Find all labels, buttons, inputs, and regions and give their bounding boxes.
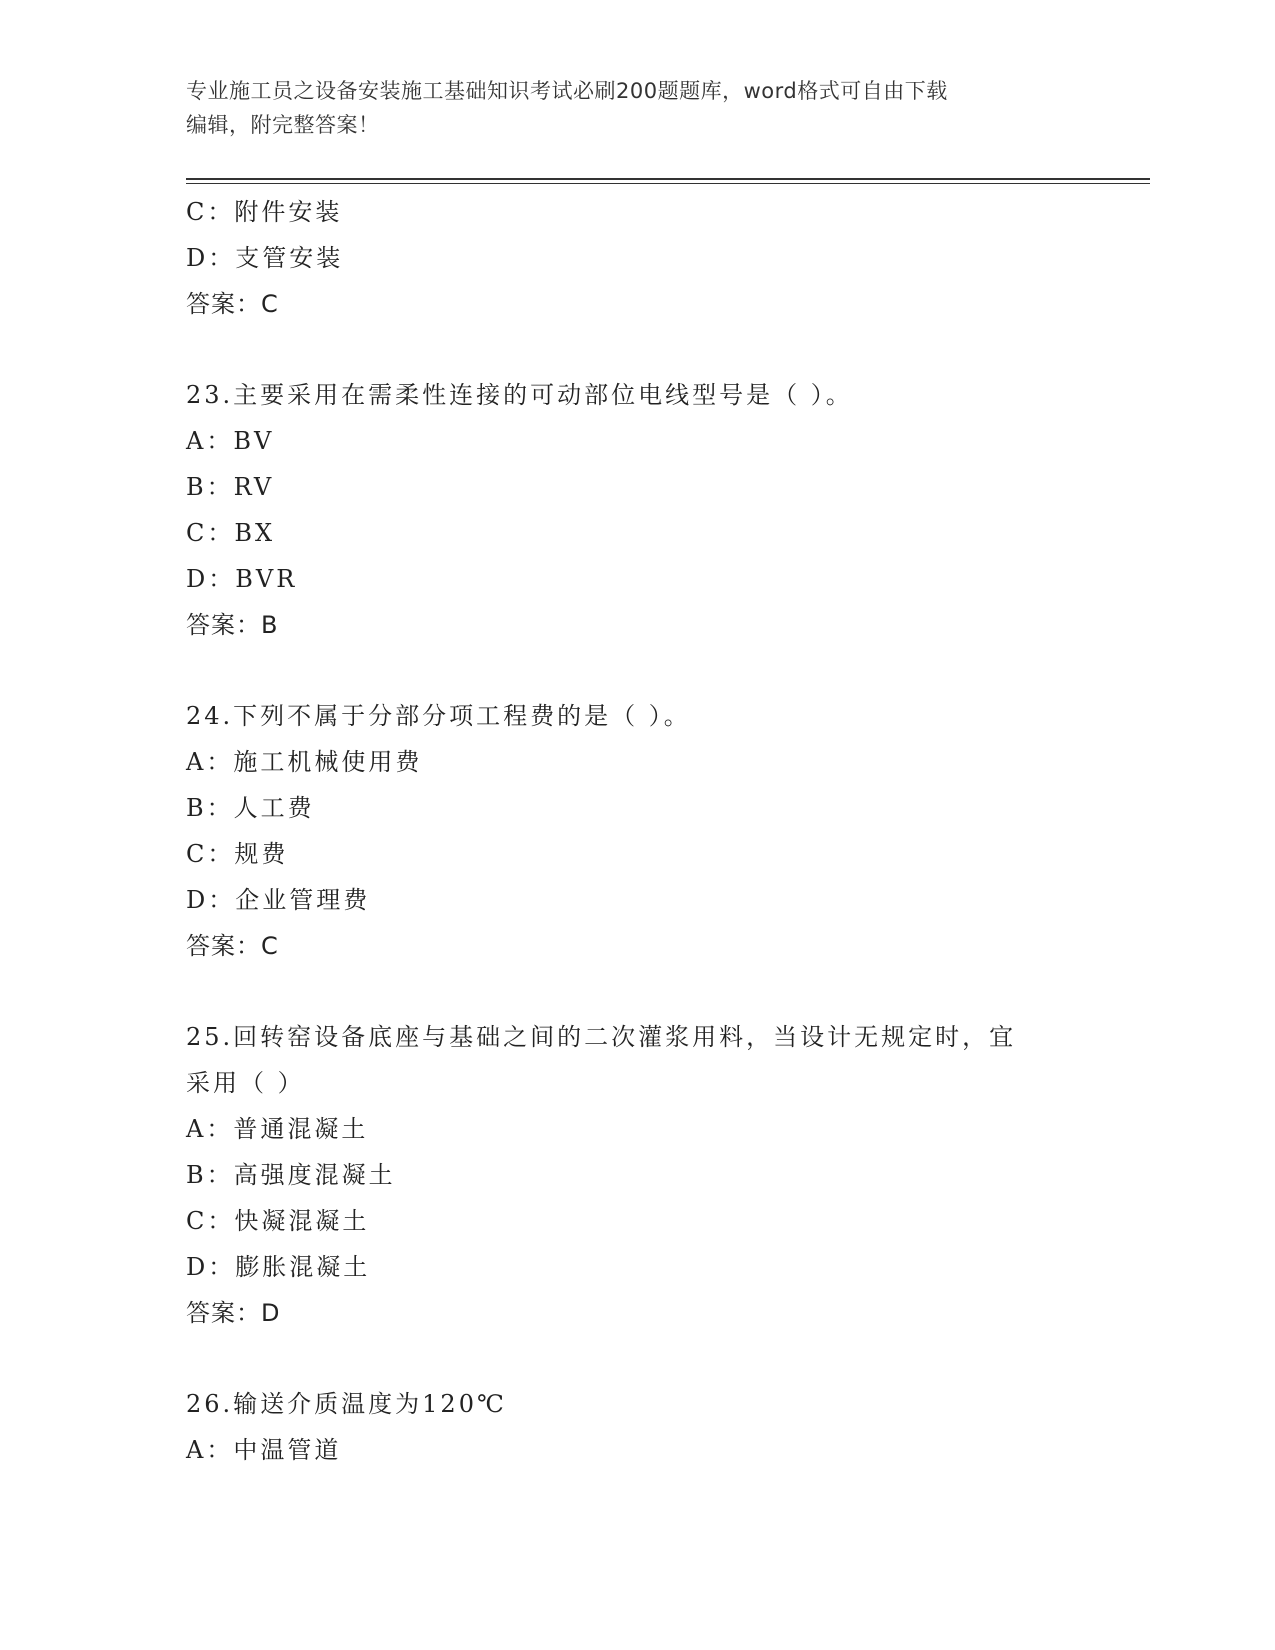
option-d: D：膨胀混凝土 bbox=[186, 1253, 371, 1281]
question-text: 23.主要采用在需柔性连接的可动部位电线型号是（ ）。 bbox=[186, 381, 853, 409]
header-divider-thick bbox=[186, 178, 1150, 180]
option-b: B：高强度混凝土 bbox=[186, 1161, 396, 1189]
option-d: D：企业管理费 bbox=[186, 886, 371, 914]
question-22-continued bbox=[186, 189, 1086, 327]
answer-line: 答案：C bbox=[186, 932, 279, 960]
header-line-1: 专业施工员之设备安装施工基础知识考试必刷200题题库，word格式可自由下载 bbox=[186, 79, 948, 103]
answer-line: 答案：B bbox=[186, 611, 279, 639]
option-c: C：BX bbox=[186, 519, 276, 547]
answer-line: 答案：C bbox=[186, 290, 279, 318]
question-26 bbox=[186, 1381, 1086, 1473]
option-c: C：规费 bbox=[186, 840, 289, 868]
question-text: 24.下列不属于分部分项工程费的是（ ）。 bbox=[186, 702, 691, 730]
question-23 bbox=[186, 372, 1086, 648]
option-b: B：人工费 bbox=[186, 794, 315, 822]
answer-line: 答案：D bbox=[186, 1299, 281, 1327]
question-list bbox=[186, 189, 1086, 1473]
header-divider-thin bbox=[186, 183, 1150, 184]
option-a: A：普通混凝土 bbox=[186, 1115, 369, 1143]
question-25 bbox=[186, 1014, 1086, 1336]
question-text: 26.输送介质温度为120℃ bbox=[186, 1390, 507, 1418]
question-text-line-2: 采用（ ） bbox=[186, 1069, 305, 1097]
document-header bbox=[186, 74, 1086, 142]
option-d: D：支管安装 bbox=[186, 244, 344, 272]
option-c: C：快凝混凝土 bbox=[186, 1207, 370, 1235]
question-text-line-1: 25.回转窑设备底座与基础之间的二次灌浆用料，当设计无规定时，宜 bbox=[186, 1023, 1017, 1051]
header-line-2: 编辑，附完整答案！ bbox=[186, 113, 380, 137]
option-a: A：中温管道 bbox=[186, 1436, 342, 1464]
question-24 bbox=[186, 693, 1086, 969]
option-a: A：BV bbox=[186, 427, 275, 455]
option-d: D：BVR bbox=[186, 565, 298, 593]
option-b: B：RV bbox=[186, 473, 275, 501]
option-c: C：附件安装 bbox=[186, 198, 343, 226]
option-a: A：施工机械使用费 bbox=[186, 748, 423, 776]
